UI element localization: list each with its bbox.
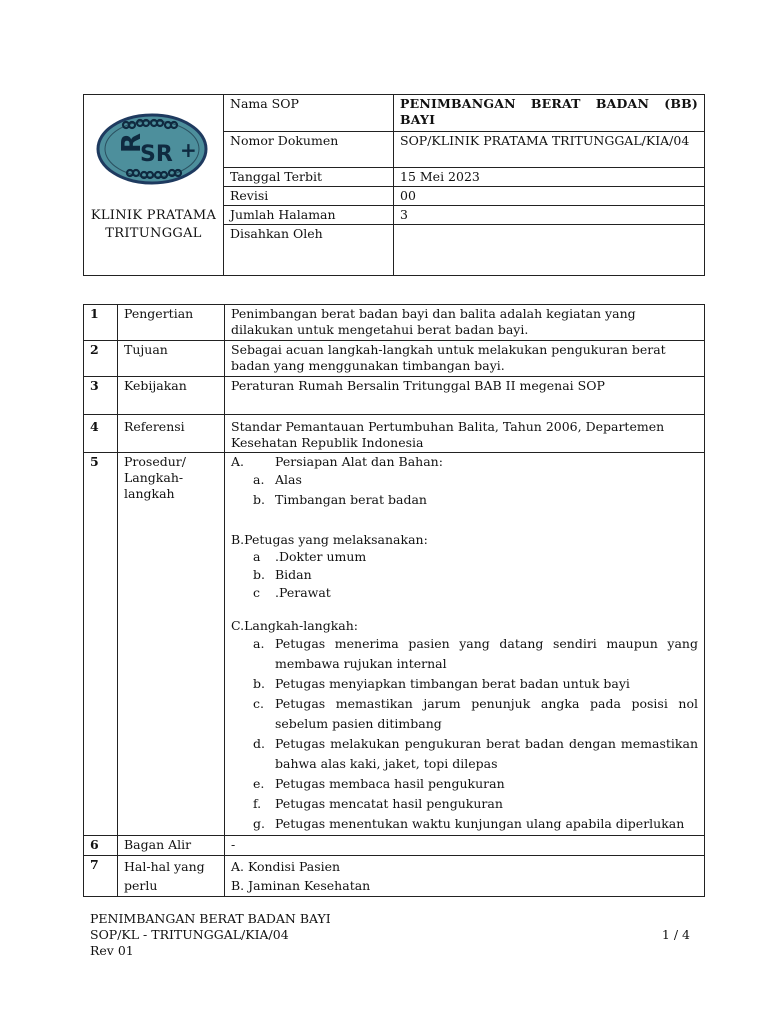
subsection-title: Persiapan Alat dan Bahan: xyxy=(275,454,443,469)
section-text: Peraturan Rumah Bersalin Tritunggal BAB II megenai SOP xyxy=(225,377,705,415)
list-mark: a. xyxy=(253,636,265,651)
list-mark: a xyxy=(253,549,261,564)
list-item xyxy=(231,566,698,584)
sop-content-table xyxy=(83,304,705,897)
label-revisi: Revisi xyxy=(224,187,394,206)
value-nama-sop: PENIMBANGAN BERAT BADAN (BB) BAYI xyxy=(394,95,705,132)
list-mark: b. xyxy=(253,492,265,507)
section-text xyxy=(225,856,705,897)
clinic-name-line2: TRITUNGGAL xyxy=(105,226,202,241)
section-field: Pengertian xyxy=(118,305,225,341)
list-item xyxy=(231,634,698,674)
footer-doc-number: SOP/KL - TRITUNGGAL/KIA/04 xyxy=(90,927,289,942)
section-number: 6 xyxy=(84,836,118,856)
list-item xyxy=(231,470,698,490)
section-row xyxy=(84,377,705,415)
section-field: Bagan Alir xyxy=(118,836,225,856)
list-text: Timbangan berat badan xyxy=(275,492,427,507)
section-field: Referensi xyxy=(118,415,225,453)
section-number: 2 xyxy=(84,341,118,377)
section-text: Penimbangan berat badan bayi dan balita adalah kegiatan yang dilakukan untuk mengetahui berat badan bayi. xyxy=(225,305,705,341)
section-number: 4 xyxy=(84,415,118,453)
list-item xyxy=(231,674,698,694)
label-nomor-dokumen: Nomor Dokumen xyxy=(224,132,394,168)
list-text: Alas xyxy=(275,472,302,487)
list-mark: c. xyxy=(253,696,264,711)
section-row xyxy=(84,453,705,836)
list-text: .Perawat xyxy=(275,585,331,600)
section-field-line: langkah xyxy=(124,486,175,501)
list-mark: d. xyxy=(253,736,265,751)
list-mark: b. xyxy=(253,567,265,582)
section-row xyxy=(84,836,705,856)
svg-text:R: R xyxy=(117,132,147,153)
list-item xyxy=(231,734,698,774)
list-text: Petugas melakukan pengukuran berat badan dengan memastikan bahwa alas kaki, jaket, topi dilepas xyxy=(275,736,698,771)
section-number: 1 xyxy=(84,305,118,341)
section-row xyxy=(84,415,705,453)
list-mark: f. xyxy=(253,796,262,811)
sop-header-table xyxy=(83,94,705,276)
value-nomor-dokumen: SOP/KLINIK PRATAMA TRITUNGGAL/KIA/04 xyxy=(394,132,705,168)
section-row xyxy=(84,341,705,377)
subsection-c-title: C.Langkah-langkah: xyxy=(231,618,358,633)
value-revisi: 00 xyxy=(394,187,705,206)
section-field: Kebijakan xyxy=(118,377,225,415)
clinic-logo-icon xyxy=(96,113,208,185)
list-mark: g. xyxy=(253,816,265,831)
svg-text:SR: SR xyxy=(140,142,173,167)
list-item xyxy=(231,584,698,602)
list-mark: c xyxy=(253,585,261,600)
page-number: 1 / 4 xyxy=(661,927,690,942)
list-text: Petugas mencatat hasil pengukuran xyxy=(275,796,503,811)
subsection-a-title xyxy=(231,454,698,470)
subsection-mark: A. xyxy=(231,454,245,469)
value-jumlah-halaman: 3 xyxy=(394,206,705,225)
section-text: Standar Pemantauan Pertumbuhan Balita, Tahun 2006, Departemen Kesehatan Republik Indonesia xyxy=(225,415,705,453)
list-item xyxy=(231,490,698,510)
list-text: Petugas menyiapkan timbangan berat badan untuk bayi xyxy=(275,676,630,691)
section-field xyxy=(118,453,225,836)
section-text: Sebagai acuan langkah-langkah untuk melakukan pengukuran berat badan yang menggunakan timbangan bayi. xyxy=(225,341,705,377)
list-text: .Dokter umum xyxy=(275,549,367,564)
page-footer xyxy=(90,911,690,959)
list-item xyxy=(231,548,698,566)
svg-text:+: + xyxy=(180,138,197,162)
list-text: Petugas membaca hasil pengukuran xyxy=(275,776,505,791)
list-item xyxy=(231,814,698,834)
section-field-line: Langkah- xyxy=(124,470,184,485)
list-item xyxy=(231,774,698,794)
section-row xyxy=(84,856,705,897)
section-number: 3 xyxy=(84,377,118,415)
list-mark: e. xyxy=(253,776,265,791)
section-field xyxy=(118,856,225,897)
value-tanggal-terbit: 15 Mei 2023 xyxy=(394,168,705,187)
list-item xyxy=(231,794,698,814)
list-text: Petugas menentukan waktu kunjungan ulang apabila diperlukan xyxy=(275,816,685,831)
section-field: Tujuan xyxy=(118,341,225,377)
label-jumlah-halaman: Jumlah Halaman xyxy=(224,206,394,225)
section-field-line: Prosedur/ xyxy=(124,454,186,469)
value-disahkan-oleh xyxy=(394,225,705,276)
clinic-name xyxy=(84,207,223,243)
list-item xyxy=(231,694,698,734)
footer-title: PENIMBANGAN BERAT BADAN BAYI xyxy=(90,911,331,926)
list-text: Petugas menerima pasien yang datang sendiri maupun yang membawa rujukan internal xyxy=(275,636,698,671)
logo-cell xyxy=(84,95,224,276)
subsection-b-title: B.Petugas yang melaksanakan: xyxy=(231,532,428,547)
section-number: 7 xyxy=(84,856,118,897)
section-field-line: perlu xyxy=(124,878,158,893)
footer-revision: Rev 01 xyxy=(90,943,134,958)
section-field-line: Hal-hal yang xyxy=(124,859,205,874)
list-item: A. Kondisi Pasien xyxy=(231,859,341,874)
list-mark: a. xyxy=(253,472,265,487)
list-text: Bidan xyxy=(275,567,312,582)
label-disahkan-oleh: Disahkan Oleh xyxy=(224,225,394,276)
label-nama-sop: Nama SOP xyxy=(224,95,394,132)
procedure-content xyxy=(225,453,705,836)
section-number: 5 xyxy=(84,453,118,836)
list-mark: b. xyxy=(253,676,265,691)
section-row xyxy=(84,305,705,341)
label-tanggal-terbit: Tanggal Terbit xyxy=(224,168,394,187)
list-text: Petugas memastikan jarum penunjuk angka pada posisi nol sebelum pasien ditimbang xyxy=(275,696,698,731)
section-text: - xyxy=(225,836,705,856)
list-item: B. Jaminan Kesehatan xyxy=(231,878,371,893)
clinic-name-line1: KLINIK PRATAMA xyxy=(90,208,217,223)
